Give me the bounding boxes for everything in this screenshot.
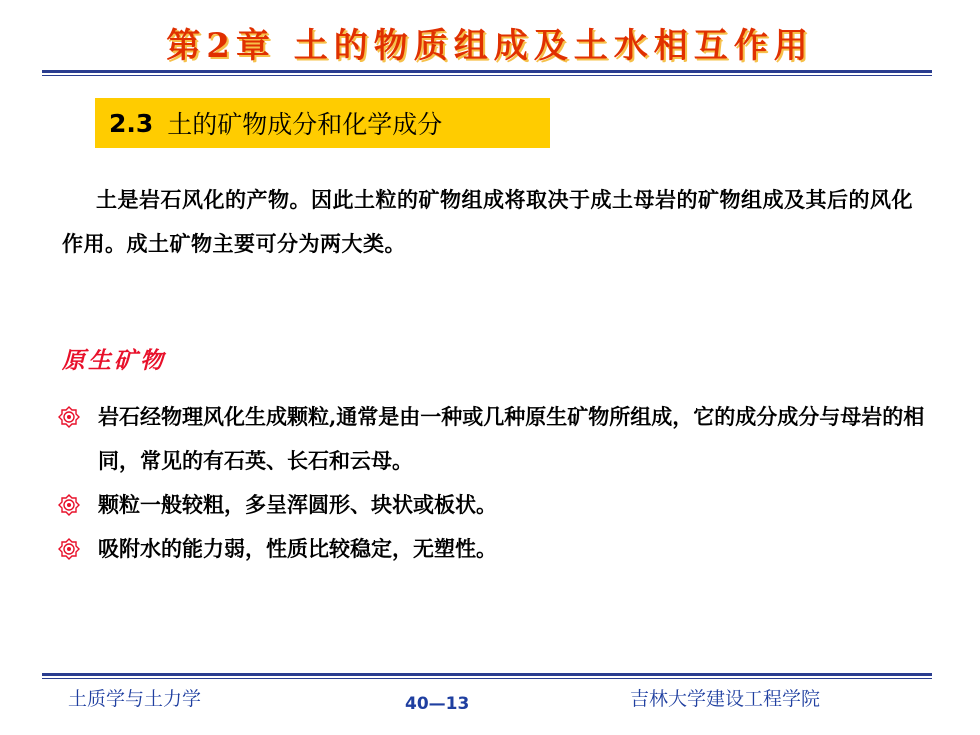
intro-paragraph: 土是岩石风化的产物。因此土粒的矿物组成将取决于成土母岩的矿物组成及其后的风化作用。成土矿物主要可分为两大类。 (62, 187, 913, 256)
bullet-item (58, 395, 938, 483)
title-divider (42, 70, 932, 73)
target-bullet-icon (58, 538, 80, 560)
slide-title: 第2章 土的物质组成及土水相互作用 (166, 26, 814, 66)
section-heading (95, 98, 550, 148)
bullet-item (58, 483, 938, 527)
section-title: 土的矿物成分和化学成分 (167, 110, 443, 139)
bullet-text: 岩石经物理风化生成颗粒,通常是由一种或几种原生矿物所组成，它的成分成分与母岩的相同，常见的有石英、长石和云母。 (98, 404, 925, 473)
subheading-primary-minerals: 原生矿物 (62, 347, 166, 374)
footer-divider-thin (42, 678, 932, 679)
section-number: 2.3 (109, 108, 154, 138)
footer-institution: 吉林大学建设工程学院 (630, 688, 821, 710)
title-divider-thin (42, 75, 932, 76)
footer-page-number: 40—13 (405, 694, 470, 714)
target-bullet-icon (58, 494, 80, 516)
target-bullet-icon (58, 406, 80, 428)
footer-divider (42, 673, 932, 676)
bullet-list (58, 395, 938, 571)
bullet-text: 吸附水的能力弱，性质比较稳定，无塑性。 (98, 536, 497, 561)
footer-course-name: 土质学与土力学 (68, 688, 202, 710)
bullet-item (58, 527, 938, 571)
bullet-text: 颗粒一般较粗，多呈浑圆形、块状或板状。 (98, 492, 497, 517)
